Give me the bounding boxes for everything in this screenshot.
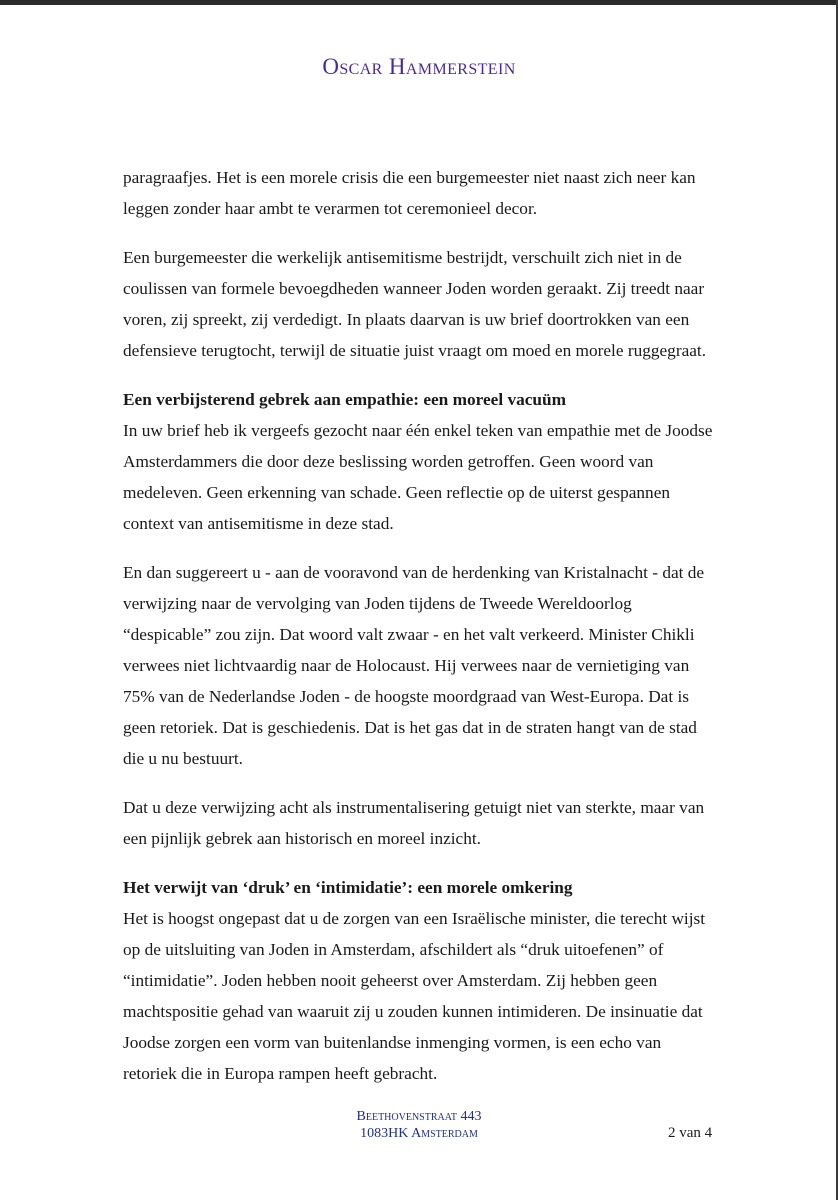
text-line: Dat u deze verwijzing acht als instrumentalisering getuigt niet van sterkte, maar van — [123, 798, 705, 817]
section-heading-empathie: Een verbijsterend gebrek aan empathie: een moreel vacuüm — [123, 390, 567, 409]
text-line: In uw brief heb ik vergeefs gezocht naar één enkel teken van empathie met de Joodse — [123, 421, 713, 440]
text-line: 75% van de Nederlandse Joden - de hoogste moordgraad van West-Europa. Dat is — [123, 687, 690, 706]
text-line: En dan suggereert u - aan de vooravond van de herdenking van Kristalnacht - dat de — [123, 563, 705, 582]
text-line: Joodse zorgen een vorm van buitenlandse inmenging vormen, is een echo van — [123, 1033, 662, 1052]
text-line: medeleven. Geen erkenning van schade. Geen reflectie op de uiterst gespannen — [123, 483, 671, 502]
page-number: 2 van 4 — [668, 1125, 713, 1141]
text-line: leggen zonder haar ambt te verarmen tot ceremonieel decor. — [123, 199, 538, 218]
address-city: 1083HK Amsterdam — [360, 1126, 478, 1141]
footer-address — [0, 1108, 838, 1142]
text-line: Een burgemeester die werkelijk antisemitisme bestrijdt, verschuilt zich niet in de — [123, 248, 682, 267]
paragraph-2 — [123, 242, 723, 366]
section-druk-intimidatie — [123, 872, 723, 1089]
text-line: machtspositie gehad van waaruit zij u zouden kunnen intimideren. De insinuatie dat — [123, 1002, 703, 1021]
letter-body — [123, 162, 723, 1107]
paragraph-4 — [123, 557, 723, 774]
text-line: verwijzing naar de vervolging van Joden tijdens de Tweede Wereldoorlog — [123, 594, 632, 613]
paragraph-5 — [123, 792, 723, 854]
section-empathie — [123, 384, 723, 539]
text-line: voren, zij spreekt, zij verdedigt. In plaats daarvan is uw brief doortrokken van een — [123, 310, 690, 329]
text-line: “despicable” zou zijn. Dat woord valt zwaar - en het valt verkeerd. Minister Chikli — [123, 625, 695, 644]
text-line: Amsterdammers die door deze beslissing worden getroffen. Geen woord van — [123, 452, 654, 471]
address-street: Beethovenstraat 443 — [356, 1109, 482, 1124]
text-line: Het is hoogst ongepast dat u de zorgen van een Israëlische minister, die terecht wijst — [123, 909, 706, 928]
text-line: op de uitsluiting van Joden in Amsterdam, afschildert als “druk uitoefenen” of — [123, 940, 664, 959]
page-header-title: Oscar Hammerstein — [322, 54, 516, 79]
text-line: paragraafjes. Het is een morele crisis die een burgemeester niet naast zich neer kan — [123, 168, 696, 187]
paragraph-1 — [123, 162, 723, 224]
text-line: die u nu bestuurt. — [123, 749, 243, 768]
text-line: verwees niet lichtvaardig naar de Holocaust. Hij verwees naar de vernietiging van — [123, 656, 690, 675]
text-line: retoriek die in Europa rampen heeft gebracht. — [123, 1064, 438, 1083]
section-heading-druk: Het verwijt van ‘druk’ en ‘intimidatie’: een morele omkering — [123, 878, 573, 897]
text-line: coulissen van formele bevoegdheden wanneer Joden worden geraakt. Zij treedt naar — [123, 279, 705, 298]
top-border — [0, 0, 838, 5]
text-line: context van antisemitisme in deze stad. — [123, 514, 394, 533]
text-line: een pijnlijk gebrek aan historisch en moreel inzicht. — [123, 829, 481, 848]
text-line: defensieve terugtocht, terwijl de situatie juist vraagt om moed en morele ruggegraat. — [123, 341, 707, 360]
text-line: geen retoriek. Dat is geschiedenis. Dat is het gas dat in de straten hangt van de stad — [123, 718, 697, 737]
text-line: “intimidatie”. Joden hebben nooit geheerst over Amsterdam. Zij hebben geen — [123, 971, 658, 990]
